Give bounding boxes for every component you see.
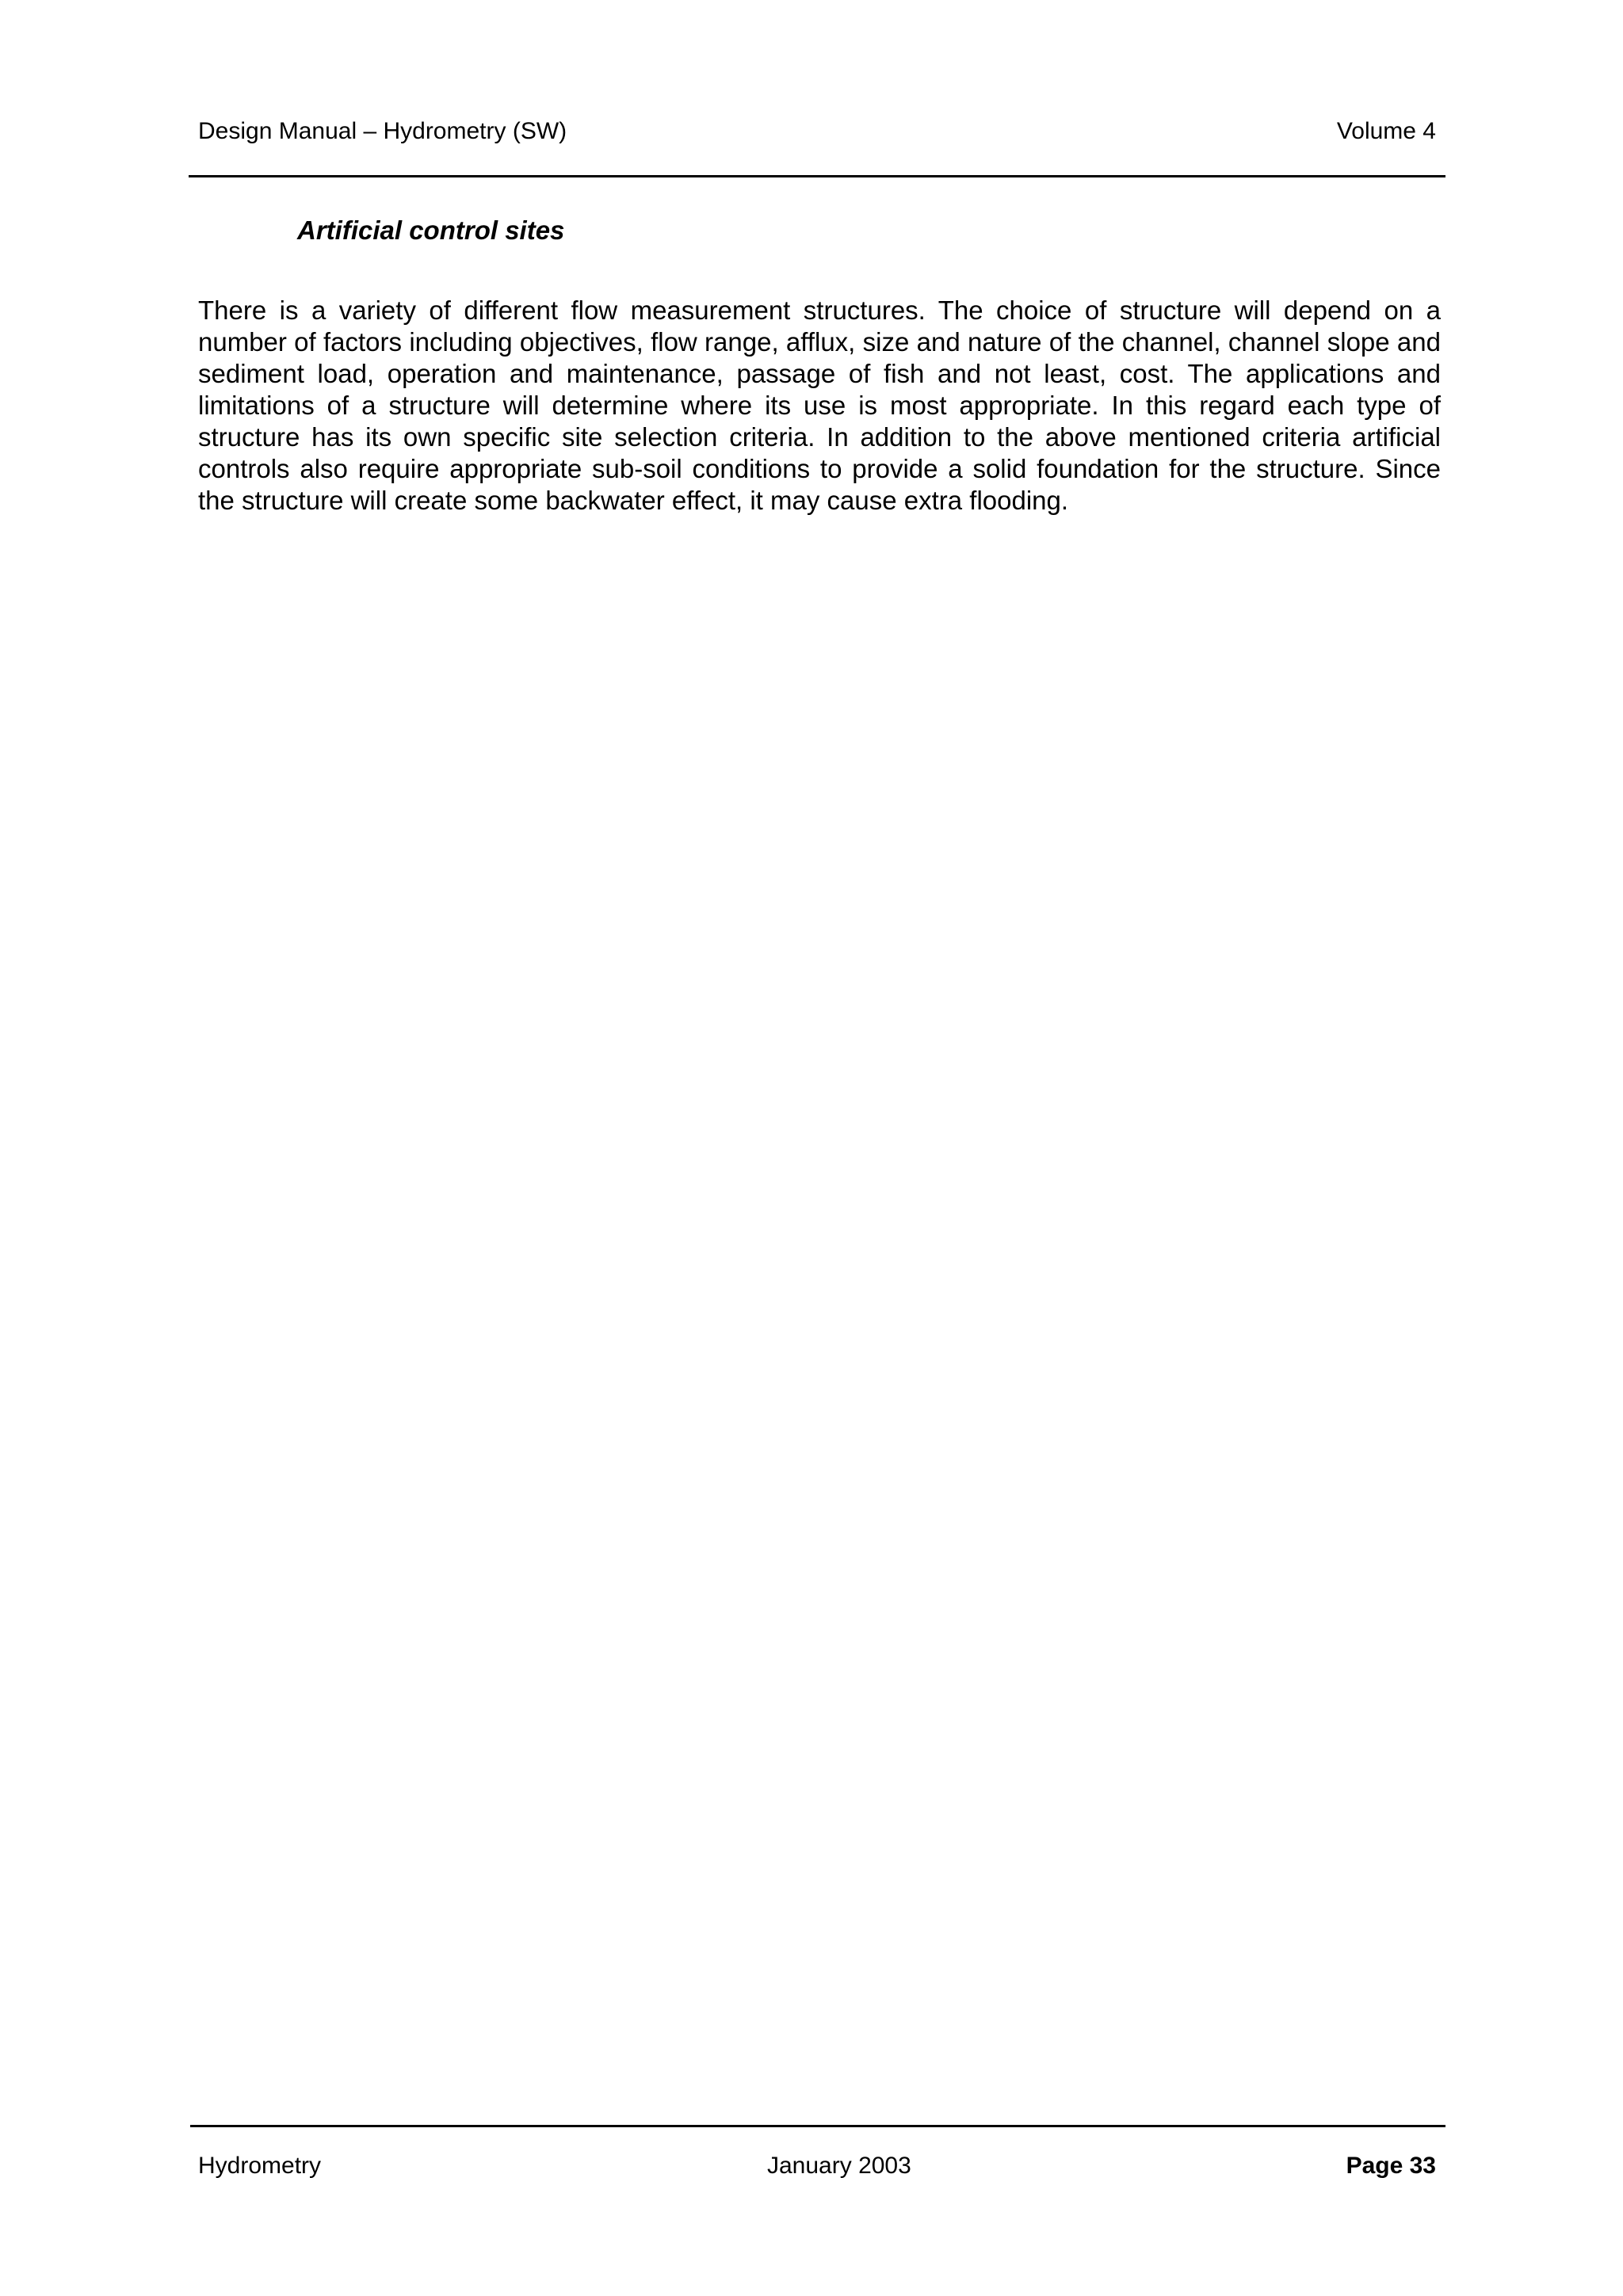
footer-divider (190, 2125, 1445, 2127)
section-heading: Artificial control sites (297, 215, 565, 245)
body-paragraph: There is a variety of different flow measurement structures. The choice of structure will depend on a number of factors including objectives, flow range, afflux, size and nature of the channel, channel slope and sediment load, operation and maintenance, passage of fish and not least, cost. The applications and limitations of a structure will determine where its use is most appropriate. In this regard each type of structure has its own specific site selection criteria. In addition to the above mentioned criteria artificial controls also require appropriate sub-soil conditions to provide a solid foundation for the structure. Since the structure will create some backwater effect, it may cause extra flooding. (198, 296, 1441, 515)
footer-subject: Hydrometry (198, 2153, 322, 2179)
header-document-title: Design Manual – Hydrometry (SW) (198, 118, 567, 144)
footer-date: January 2003 (767, 2153, 911, 2179)
footer-page-number: Page 33 (1346, 2153, 1436, 2179)
header-volume: Volume 4 (1336, 118, 1436, 144)
header-divider (189, 175, 1445, 177)
